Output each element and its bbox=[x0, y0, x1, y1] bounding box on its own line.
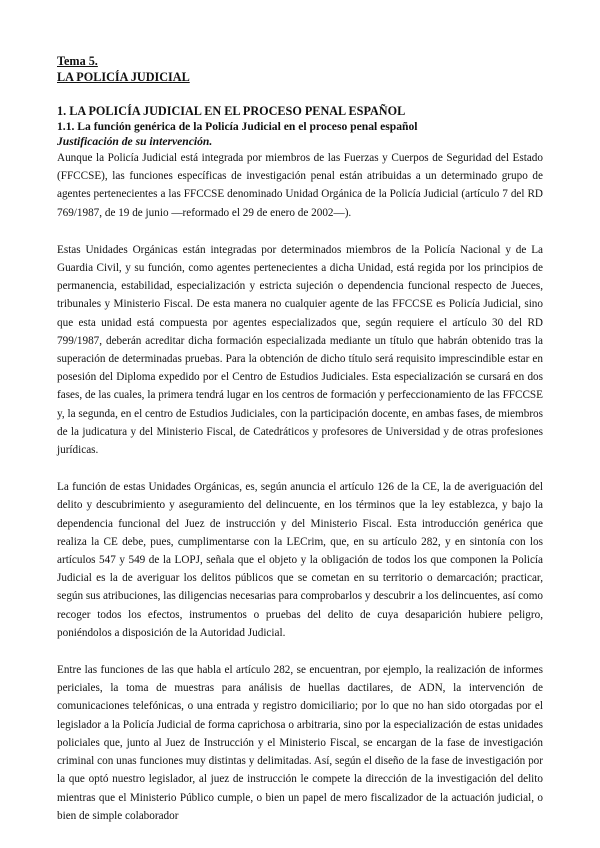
paragraph-4: Entre las funciones de las que habla el artículo 282, se encuentran, por ejemplo, la realización de informes periciales, la toma de muestras para análisis de huellas dactilares, de ADN, la intervención de comunicaciones telefónicas, o una entrada y registro domiciliario; por lo que no han sido otorgadas por el legislador a la Policía Judicial de forma caprichosa o arbitraria, sino por la especialización de estas unidades policiales que, junto al Juez de Instrucción y el Ministerio Fiscal, se encargan de la fase de investigación criminal con unas funciones muy distintas y delimitadas. Así, según el diseño de la fase de investigación por la que optó nuestro legislador, al juez de instrucción le compete la dirección de la investigación del delito mientras que el Ministerio Público cumple, o bien un papel de mero fiscalizador de la actuación judicial, o bien de simple colaborador bbox=[57, 664, 543, 822]
tema-title: LA POLICÍA JUDICIAL bbox=[57, 70, 190, 84]
subsection-subtitle: Justificación de su intervención. bbox=[57, 135, 213, 148]
paragraph-1: Aunque la Policía Judicial está integrada por miembros de las Fuerzas y Cuerpos de Seguridad del Estado (FFCCSE), las funciones específicas de investigación penal están atribuidas a un determinado grupo de agentes pertenecientes a las FFCCSE denominado Unidad Orgánica de la Policía Judicial (artículo 7 del RD 769/1987, de 19 de junio —reformado el 29 de enero de 2002—). bbox=[57, 152, 543, 219]
subsection-heading: 1.1. La función genérica de la Policía Judicial en el proceso penal español bbox=[57, 120, 418, 133]
spacer bbox=[57, 85, 543, 103]
tema-number: Tema 5. bbox=[57, 54, 98, 68]
paragraph-2: Estas Unidades Orgánicas están integradas por determinados miembros de la Policía Nacional y de La Guardia Civil, y su función, como agentes pertenecientes a dicha Unidad, está regida por los principios de permanencia, estabilidad, especialización y estricta sujeción o dependencia funcional respecto de Jueces, tribunales y Ministerio Fiscal. De esta manera no cualquier agente de las FFCCSE es Policía Judicial, sino que esta unidad está compuesta por agentes especializados que, según requiere el artículo 30 del RD 799/1987, deberán acreditar dicha formación especializada mediante un título que habrán obtenido tras la superación de determinadas pruebas. Para la obtención de dicho título será requisito imprescindible estar en posesión del Diploma expedido por el Centro de Estudios Judiciales. Esta especialización se cursará en dos fases, de las cuales, la primera tendrá lugar en los centros de formación y perfeccionamiento de las FFCCSE y, la segunda, en el centro de Estudios Judiciales, con la participación docente, en ambas fases, de miembros de la judicatura y del Ministerio Fiscal, de Catedráticos y profesores de Universidad y de otras profesiones jurídicas. bbox=[57, 243, 543, 457]
document-page bbox=[57, 53, 543, 844]
paragraph-3: La función de estas Unidades Orgánicas, es, según anuncia el artículo 126 de la CE, la de averiguación del delito y descubrimiento y aseguramiento del delincuente, en los términos que la ley establezca, y bajo la dependencia funcional del Juez de instrucción y del Ministerio Fiscal. Esta introducción genérica que realiza la CE debe, pues, cumplimentarse con la LECrim, que, en su artículo 282, y en sintonía con los artículos 547 y 549 de la LOPJ, señala que el objeto y la obligación de todos los que componen la Policía Judicial es la de averiguar los delitos públicos que se cometan en su territorio o demarcación; practicar, según sus atribuciones, las diligencias necesarias para comprobarlos y descubrir a los delincuentes, así como recoger todos los efectos, instrumentos o pruebas del delito de cuya desaparición hubiere peligro, poniéndolos a disposición de la Autoridad Judicial. bbox=[57, 481, 543, 639]
section-heading: 1. LA POLICÍA JUDICIAL EN EL PROCESO PENAL ESPAÑOL bbox=[57, 104, 406, 118]
